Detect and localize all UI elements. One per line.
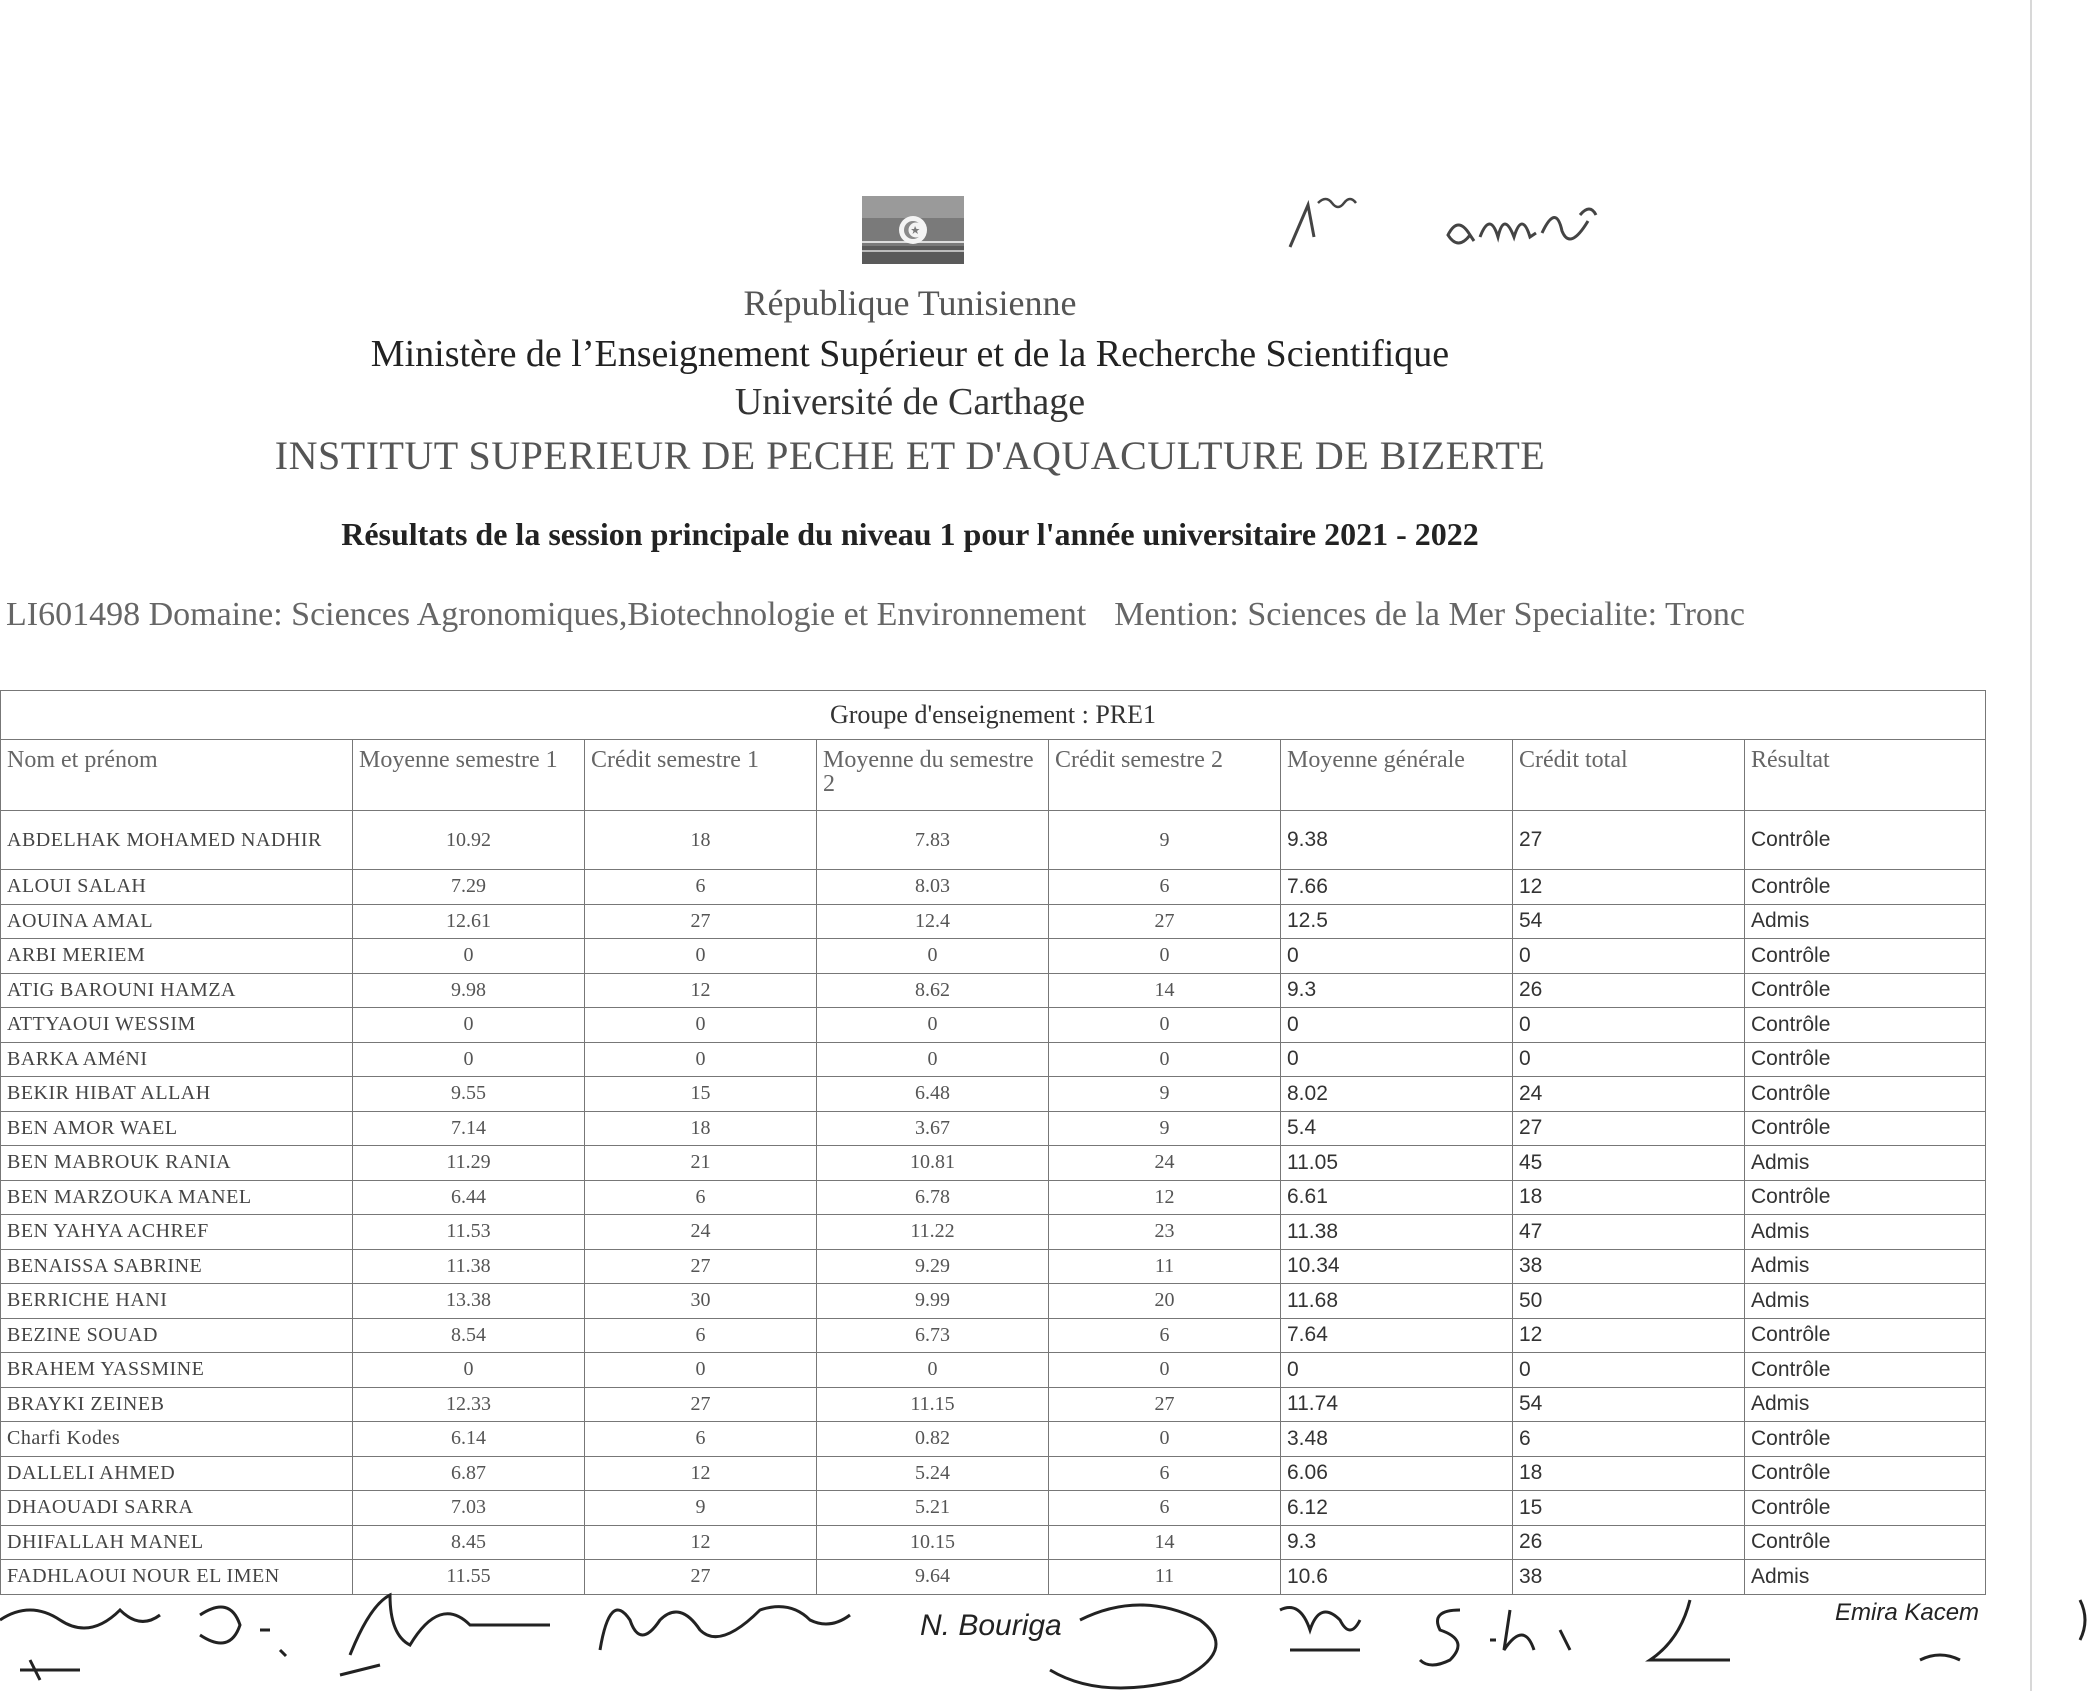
total-credit: 27 bbox=[1513, 1111, 1745, 1146]
grade-cell: 9 bbox=[585, 1491, 817, 1526]
grade-cell: 11.22 bbox=[817, 1215, 1049, 1250]
student-name: BEN MABROUK RANIA bbox=[1, 1146, 353, 1181]
signature-3 bbox=[340, 1595, 550, 1675]
column-header: Nom et prénom bbox=[1, 740, 353, 811]
table-row bbox=[1, 1111, 1986, 1146]
general-average: 6.06 bbox=[1281, 1456, 1513, 1491]
grade-cell: 0 bbox=[585, 1008, 817, 1043]
student-name: ABDELHAK MOHAMED NADHIR bbox=[1, 811, 353, 870]
total-credit: 15 bbox=[1513, 1491, 1745, 1526]
table-row bbox=[1, 1284, 1986, 1319]
grade-cell: 6 bbox=[1049, 1456, 1281, 1491]
general-average: 9.38 bbox=[1281, 811, 1513, 870]
grade-cell: 6 bbox=[585, 1422, 817, 1457]
grade-cell: 11.53 bbox=[353, 1215, 585, 1250]
signature-7 bbox=[1420, 1610, 1570, 1665]
grade-cell: 18 bbox=[585, 1111, 817, 1146]
handwritten-annotation bbox=[1280, 175, 1700, 265]
scan-edge bbox=[2030, 0, 2032, 1691]
student-name: ALOUI SALAH bbox=[1, 870, 353, 905]
student-name: ATTYAOUI WESSIM bbox=[1, 1008, 353, 1043]
table-row bbox=[1, 1249, 1986, 1284]
grade-cell: 6 bbox=[1049, 1318, 1281, 1353]
table-row bbox=[1, 1042, 1986, 1077]
result-status: Admis bbox=[1745, 1215, 1986, 1250]
grade-cell: 6.48 bbox=[817, 1077, 1049, 1112]
grade-cell: 13.38 bbox=[353, 1284, 585, 1319]
grade-cell: 30 bbox=[585, 1284, 817, 1319]
signature-5 bbox=[1050, 1605, 1216, 1688]
student-name: AOUINA AMAL bbox=[1, 904, 353, 939]
grade-cell: 12.61 bbox=[353, 904, 585, 939]
result-status: Contrôle bbox=[1745, 1422, 1986, 1457]
grade-cell: 10.92 bbox=[353, 811, 585, 870]
mention-text: Mention: Sciences de la Mer Specialite: Tronc bbox=[1114, 596, 1745, 633]
tunisian-flag-emblem bbox=[862, 196, 964, 264]
table-row bbox=[1, 1525, 1986, 1560]
grade-cell: 7.03 bbox=[353, 1491, 585, 1526]
total-credit: 47 bbox=[1513, 1215, 1745, 1250]
general-average: 0 bbox=[1281, 1008, 1513, 1043]
grade-cell: 24 bbox=[1049, 1146, 1281, 1181]
total-credit: 38 bbox=[1513, 1560, 1745, 1595]
grade-cell: 3.67 bbox=[817, 1111, 1049, 1146]
grade-cell: 0 bbox=[817, 1353, 1049, 1388]
grade-cell: 11 bbox=[1049, 1560, 1281, 1595]
signature-1 bbox=[0, 1610, 160, 1628]
general-average: 0 bbox=[1281, 1353, 1513, 1388]
grade-cell: 27 bbox=[585, 1387, 817, 1422]
grade-cell: 6 bbox=[585, 1180, 817, 1215]
general-average: 6.61 bbox=[1281, 1180, 1513, 1215]
student-name: BERRICHE HANI bbox=[1, 1284, 353, 1319]
grade-cell: 23 bbox=[1049, 1215, 1281, 1250]
result-status: Admis bbox=[1745, 1249, 1986, 1284]
general-average: 12.5 bbox=[1281, 904, 1513, 939]
grade-cell: 27 bbox=[1049, 904, 1281, 939]
column-header: Crédit total bbox=[1513, 740, 1745, 811]
grade-cell: 7.14 bbox=[353, 1111, 585, 1146]
total-credit: 6 bbox=[1513, 1422, 1745, 1457]
header-institute: INSTITUT SUPERIEUR DE PECHE ET D'AQUACULTURE DE BIZERTE bbox=[274, 433, 1546, 478]
grade-cell: 12 bbox=[585, 1525, 817, 1560]
total-credit: 0 bbox=[1513, 939, 1745, 974]
grade-cell: 0 bbox=[1049, 1353, 1281, 1388]
result-status: Contrôle bbox=[1745, 1180, 1986, 1215]
grade-cell: 6 bbox=[1049, 1491, 1281, 1526]
grade-cell: 20 bbox=[1049, 1284, 1281, 1319]
table-row bbox=[1, 1146, 1986, 1181]
grade-cell: 6.87 bbox=[353, 1456, 585, 1491]
table-row bbox=[1, 1353, 1986, 1388]
result-status: Contrôle bbox=[1745, 1077, 1986, 1112]
column-header: Résultat bbox=[1745, 740, 1986, 811]
student-name: Charfi Kodes bbox=[1, 1422, 353, 1457]
total-credit: 18 bbox=[1513, 1180, 1745, 1215]
grade-cell: 14 bbox=[1049, 973, 1281, 1008]
result-status: Contrôle bbox=[1745, 939, 1986, 974]
student-name: FADHLAOUI NOUR EL IMEN bbox=[1, 1560, 353, 1595]
grade-cell: 18 bbox=[585, 811, 817, 870]
grade-cell: 9 bbox=[1049, 1077, 1281, 1112]
table-row bbox=[1, 1387, 1986, 1422]
grade-cell: 24 bbox=[585, 1215, 817, 1250]
total-credit: 50 bbox=[1513, 1284, 1745, 1319]
table-row bbox=[1, 1491, 1986, 1526]
student-name: BRAYKI ZEINEB bbox=[1, 1387, 353, 1422]
general-average: 9.3 bbox=[1281, 1525, 1513, 1560]
column-header-row bbox=[1, 740, 1986, 811]
table-body bbox=[1, 811, 1986, 1595]
grade-cell: 27 bbox=[585, 904, 817, 939]
grade-cell: 9.55 bbox=[353, 1077, 585, 1112]
grade-cell: 0.82 bbox=[817, 1422, 1049, 1457]
student-name: BENAISSA SABRINE bbox=[1, 1249, 353, 1284]
column-header: Crédit semestre 2 bbox=[1049, 740, 1281, 811]
table-row bbox=[1, 870, 1986, 905]
total-credit: 0 bbox=[1513, 1008, 1745, 1043]
general-average: 5.4 bbox=[1281, 1111, 1513, 1146]
grade-cell: 11.15 bbox=[817, 1387, 1049, 1422]
grade-cell: 10.81 bbox=[817, 1146, 1049, 1181]
table-row bbox=[1, 1456, 1986, 1491]
header-ministry: Ministère de l’Enseignement Supérieur et de la Recherche Scientifique bbox=[370, 333, 1450, 375]
table-row bbox=[1, 1077, 1986, 1112]
result-status: Contrôle bbox=[1745, 1111, 1986, 1146]
table-row bbox=[1, 1180, 1986, 1215]
student-name: BEN MARZOUKA MANEL bbox=[1, 1180, 353, 1215]
result-status: Contrôle bbox=[1745, 870, 1986, 905]
header-university: Université de Carthage bbox=[734, 381, 1086, 423]
table-row bbox=[1, 1422, 1986, 1457]
grade-cell: 6 bbox=[585, 870, 817, 905]
total-credit: 18 bbox=[1513, 1456, 1745, 1491]
grade-cell: 9.99 bbox=[817, 1284, 1049, 1319]
student-name: BEZINE SOUAD bbox=[1, 1318, 353, 1353]
general-average: 11.38 bbox=[1281, 1215, 1513, 1250]
grade-cell: 0 bbox=[1049, 1422, 1281, 1457]
result-status: Contrôle bbox=[1745, 1353, 1986, 1388]
result-status: Contrôle bbox=[1745, 973, 1986, 1008]
grade-cell: 0 bbox=[817, 1042, 1049, 1077]
result-status: Admis bbox=[1745, 904, 1986, 939]
total-credit: 0 bbox=[1513, 1353, 1745, 1388]
signature-name-bouriga: N. Bouriga bbox=[920, 1609, 1062, 1642]
grade-cell: 12.33 bbox=[353, 1387, 585, 1422]
grade-cell: 6.73 bbox=[817, 1318, 1049, 1353]
student-name: DHIFALLAH MANEL bbox=[1, 1525, 353, 1560]
grade-cell: 11.29 bbox=[353, 1146, 585, 1181]
grade-cell: 8.62 bbox=[817, 973, 1049, 1008]
grade-cell: 0 bbox=[817, 1008, 1049, 1043]
grade-cell: 9.64 bbox=[817, 1560, 1049, 1595]
total-credit: 26 bbox=[1513, 973, 1745, 1008]
column-header: Crédit semestre 1 bbox=[585, 740, 817, 811]
grade-cell: 0 bbox=[1049, 1008, 1281, 1043]
general-average: 6.12 bbox=[1281, 1491, 1513, 1526]
result-status: Admis bbox=[1745, 1387, 1986, 1422]
signature-6 bbox=[1280, 1608, 1360, 1651]
student-name: BEN AMOR WAEL bbox=[1, 1111, 353, 1146]
grade-cell: 12 bbox=[585, 973, 817, 1008]
signature-2 bbox=[200, 1607, 286, 1656]
grade-cell: 6.14 bbox=[353, 1422, 585, 1457]
grade-cell: 9.98 bbox=[353, 973, 585, 1008]
table-row bbox=[1, 1318, 1986, 1353]
table-row bbox=[1, 904, 1986, 939]
grade-cell: 0 bbox=[353, 1353, 585, 1388]
grade-cell: 0 bbox=[353, 939, 585, 974]
grade-cell: 0 bbox=[1049, 939, 1281, 974]
total-credit: 38 bbox=[1513, 1249, 1745, 1284]
domain-text: LI601498 Domaine: Sciences Agronomiques,Biotechnologie et Environnement bbox=[6, 596, 1087, 633]
grade-cell: 5.21 bbox=[817, 1491, 1049, 1526]
grade-cell: 0 bbox=[1049, 1042, 1281, 1077]
header-republic: République Tunisienne bbox=[743, 283, 1077, 323]
grade-cell: 0 bbox=[353, 1008, 585, 1043]
grade-cell: 7.83 bbox=[817, 811, 1049, 870]
general-average: 10.6 bbox=[1281, 1560, 1513, 1595]
student-name: BEKIR HIBAT ALLAH bbox=[1, 1077, 353, 1112]
student-name: BARKA AMéNI bbox=[1, 1042, 353, 1077]
grade-cell: 0 bbox=[585, 1042, 817, 1077]
general-average: 9.3 bbox=[1281, 973, 1513, 1008]
student-name: ARBI MERIEM bbox=[1, 939, 353, 974]
grade-cell: 7.29 bbox=[353, 870, 585, 905]
session-title: Résultats de la session principale du niveau 1 pour l'année universitaire 2021 - 2022 bbox=[341, 516, 1479, 552]
total-credit: 12 bbox=[1513, 1318, 1745, 1353]
table-row bbox=[1, 1008, 1986, 1043]
signatures-area bbox=[0, 1580, 2091, 1691]
result-status: Admis bbox=[1745, 1284, 1986, 1319]
result-status: Contrôle bbox=[1745, 811, 1986, 870]
table-row bbox=[1, 973, 1986, 1008]
column-header: Moyenne du semestre 2 bbox=[817, 740, 1049, 811]
grade-cell: 11 bbox=[1049, 1249, 1281, 1284]
grade-cell: 6.78 bbox=[817, 1180, 1049, 1215]
grade-cell: 8.45 bbox=[353, 1525, 585, 1560]
total-credit: 27 bbox=[1513, 811, 1745, 870]
result-status: Contrôle bbox=[1745, 1318, 1986, 1353]
signature-name-kacem: Emira Kacem bbox=[1835, 1599, 1980, 1626]
grade-cell: 9 bbox=[1049, 1111, 1281, 1146]
table-row bbox=[1, 811, 1986, 870]
total-credit: 26 bbox=[1513, 1525, 1745, 1560]
general-average: 0 bbox=[1281, 1042, 1513, 1077]
grade-cell: 11.55 bbox=[353, 1560, 585, 1595]
total-credit: 54 bbox=[1513, 1387, 1745, 1422]
column-header: Moyenne semestre 1 bbox=[353, 740, 585, 811]
grade-cell: 10.15 bbox=[817, 1525, 1049, 1560]
student-name: ATIG BAROUNI HAMZA bbox=[1, 973, 353, 1008]
total-credit: 0 bbox=[1513, 1042, 1745, 1077]
result-status: Admis bbox=[1745, 1146, 1986, 1181]
general-average: 7.66 bbox=[1281, 870, 1513, 905]
grade-cell: 27 bbox=[585, 1249, 817, 1284]
grade-cell: 0 bbox=[585, 1353, 817, 1388]
grade-cell: 12.4 bbox=[817, 904, 1049, 939]
signature-4 bbox=[600, 1607, 850, 1650]
grade-cell: 21 bbox=[585, 1146, 817, 1181]
domain-line bbox=[6, 596, 1745, 634]
general-average: 11.74 bbox=[1281, 1387, 1513, 1422]
student-name: DHAOUADI SARRA bbox=[1, 1491, 353, 1526]
signature-8 bbox=[1650, 1600, 1730, 1660]
grade-cell: 15 bbox=[585, 1077, 817, 1112]
student-name: BEN YAHYA ACHREF bbox=[1, 1215, 353, 1250]
grade-cell: 27 bbox=[585, 1560, 817, 1595]
general-average: 3.48 bbox=[1281, 1422, 1513, 1457]
grade-cell: 0 bbox=[585, 939, 817, 974]
general-average: 11.68 bbox=[1281, 1284, 1513, 1319]
grade-cell: 8.54 bbox=[353, 1318, 585, 1353]
grade-cell: 6.44 bbox=[353, 1180, 585, 1215]
table-row bbox=[1, 1215, 1986, 1250]
grade-cell: 6 bbox=[1049, 870, 1281, 905]
grade-cell: 8.03 bbox=[817, 870, 1049, 905]
results-table bbox=[0, 690, 1986, 1595]
total-credit: 54 bbox=[1513, 904, 1745, 939]
result-status: Admis bbox=[1745, 1560, 1986, 1595]
table-row bbox=[1, 939, 1986, 974]
grade-cell: 9 bbox=[1049, 811, 1281, 870]
student-name: DALLELI AHMED bbox=[1, 1456, 353, 1491]
total-credit: 24 bbox=[1513, 1077, 1745, 1112]
result-status: Contrôle bbox=[1745, 1008, 1986, 1043]
result-status: Contrôle bbox=[1745, 1525, 1986, 1560]
grade-cell: 14 bbox=[1049, 1525, 1281, 1560]
result-status: Contrôle bbox=[1745, 1456, 1986, 1491]
general-average: 0 bbox=[1281, 939, 1513, 974]
grade-cell: 11.38 bbox=[353, 1249, 585, 1284]
student-name: BRAHEM YASSMINE bbox=[1, 1353, 353, 1388]
result-status: Contrôle bbox=[1745, 1491, 1986, 1526]
general-average: 11.05 bbox=[1281, 1146, 1513, 1181]
grade-cell: 0 bbox=[353, 1042, 585, 1077]
grade-cell: 5.24 bbox=[817, 1456, 1049, 1491]
grade-cell: 12 bbox=[1049, 1180, 1281, 1215]
grade-cell: 27 bbox=[1049, 1387, 1281, 1422]
grade-cell: 12 bbox=[585, 1456, 817, 1491]
result-status: Contrôle bbox=[1745, 1042, 1986, 1077]
grade-cell: 6 bbox=[585, 1318, 817, 1353]
grade-cell: 9.29 bbox=[817, 1249, 1049, 1284]
column-header: Moyenne générale bbox=[1281, 740, 1513, 811]
group-title: Groupe d'enseignement : PRE1 bbox=[1, 691, 1986, 740]
general-average: 8.02 bbox=[1281, 1077, 1513, 1112]
general-average: 10.34 bbox=[1281, 1249, 1513, 1284]
total-credit: 45 bbox=[1513, 1146, 1745, 1181]
total-credit: 12 bbox=[1513, 870, 1745, 905]
general-average: 7.64 bbox=[1281, 1318, 1513, 1353]
grade-cell: 0 bbox=[817, 939, 1049, 974]
